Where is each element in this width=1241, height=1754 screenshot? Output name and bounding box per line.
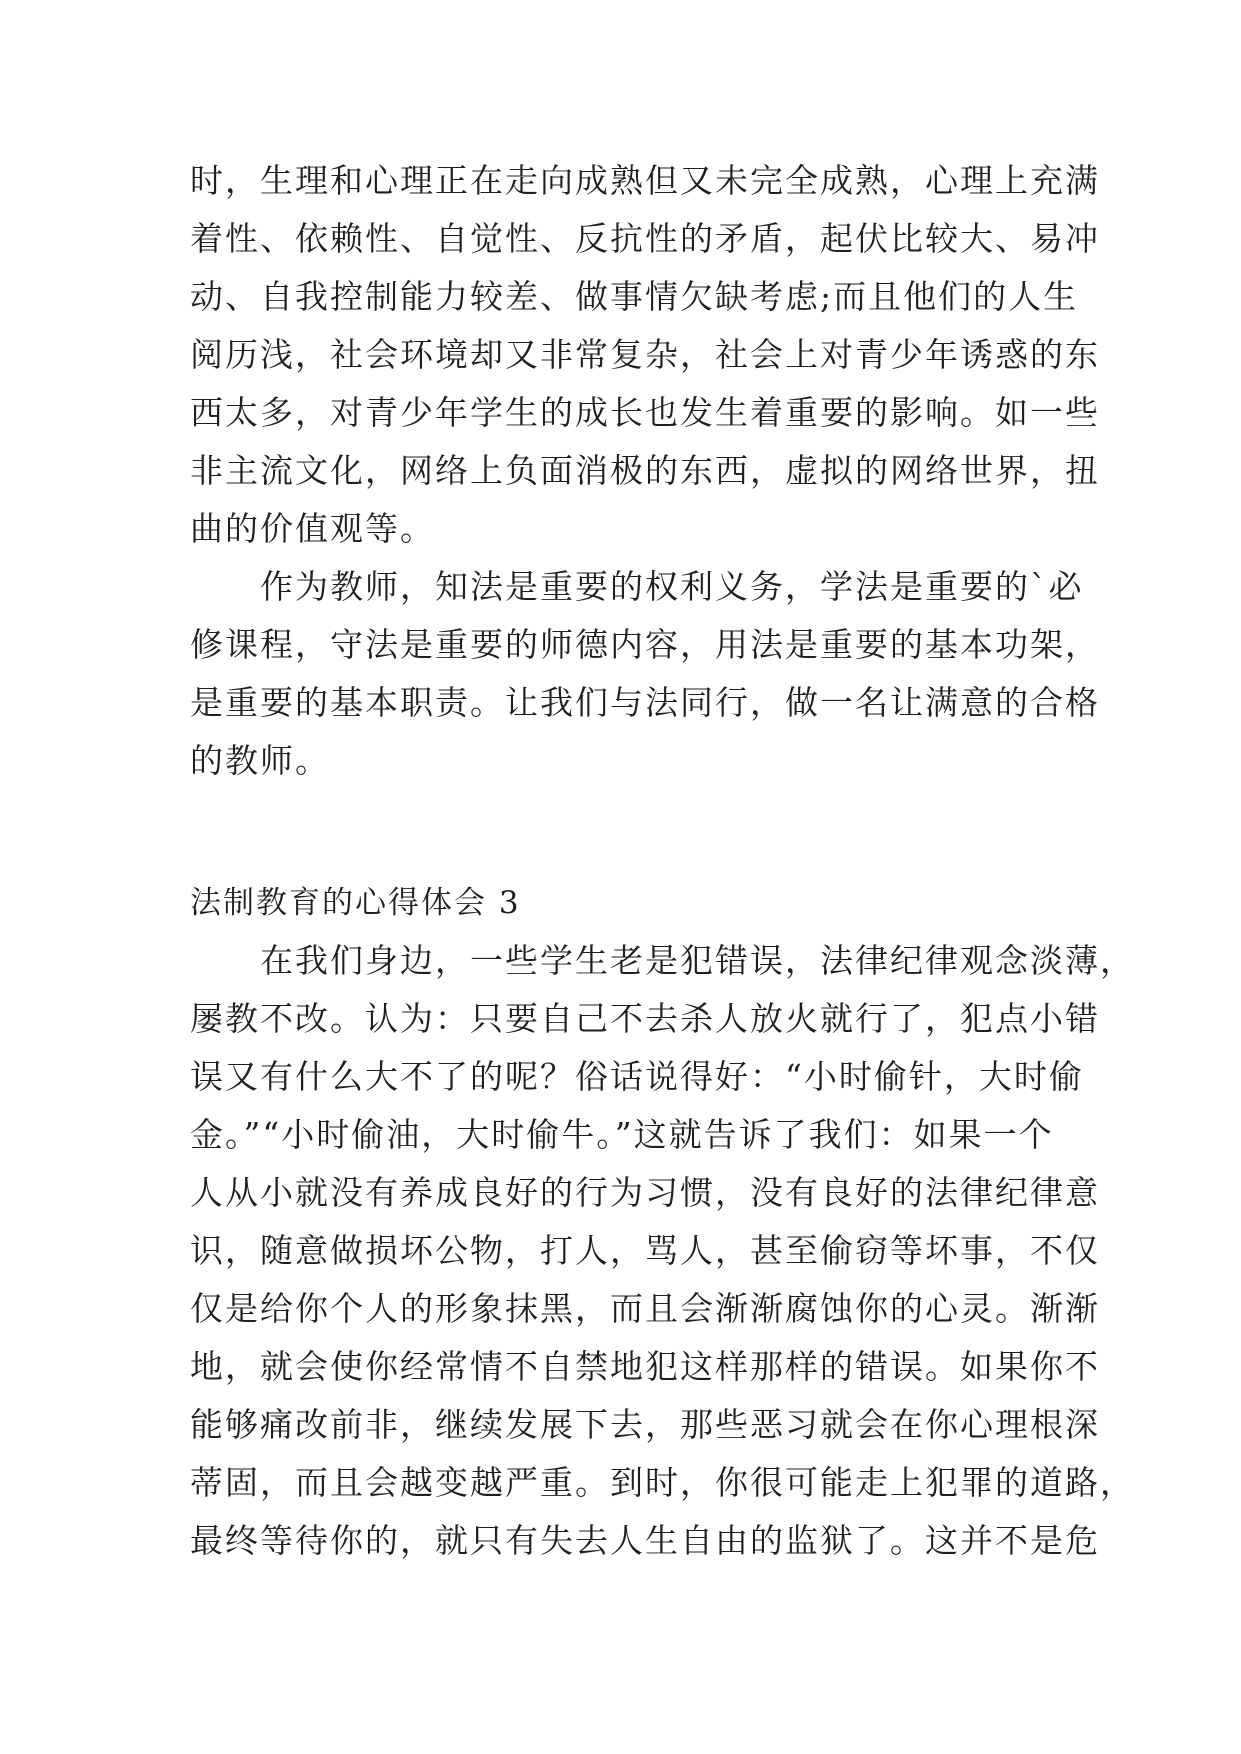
text-line: 修课程，守法是重要的师德内容，用法是重要的基本功架， [190, 625, 1100, 664]
text-line: 屡教不改。认为：只要自己不去杀人放火就行了，犯点小错 [190, 999, 1100, 1038]
text-line: 着性、依赖性、自觉性、反抗性的矛盾，起伏比较大、易冲 [190, 219, 1100, 258]
text-line: 时，生理和心理正在走向成熟但又未完全成熟，心理上充满 [190, 161, 1100, 200]
paragraph-students [190, 932, 1135, 1570]
section-heading: 法制教育的心得体会 3 [190, 885, 521, 921]
text-line: 金。”“小时偷油，大时偷牛。”这就告诉了我们：如果一个 [190, 1115, 1054, 1154]
text-line: 是重要的基本职责。让我们与法同行，做一名让满意的合格 [190, 683, 1100, 722]
text-line: 动、自我控制能力较差、做事情欠缺考虑;而且他们的人生 [190, 277, 1079, 316]
text-line: 仅是给你个人的形象抹黑，而且会渐渐腐蚀你的心灵。渐渐 [190, 1289, 1100, 1328]
text-line: 在我们身边，一些学生老是犯错误，法律纪律观念淡薄， [190, 941, 1135, 980]
text-line: 蒂固，而且会越变越严重。到时，你很可能走上犯罪的道路， [190, 1463, 1135, 1502]
text-line: 西太多，对青少年学生的成长也发生着重要的影响。如一些 [190, 393, 1100, 432]
text-line: 的教师。 [190, 741, 330, 780]
text-line: 阅历浅，社会环境却又非常复杂，社会上对青少年诱惑的东 [190, 335, 1100, 374]
text-line: 误又有什么大不了的呢？俗话说得好：“小时偷针，大时偷 [190, 1057, 1084, 1096]
text-line: 地，就会使你经常情不自禁地犯这样那样的错误。如果你不 [190, 1347, 1100, 1386]
text-line: 最终等待你的，就只有失去人生自由的监狱了。这并不是危 [190, 1521, 1100, 1560]
text-line: 能够痛改前非，继续发展下去，那些恶习就会在你心理根深 [190, 1405, 1100, 1444]
text-line: 作为教师，知法是重要的权利义务，学法是重要的`必 [190, 567, 1084, 606]
paragraph-continuation [190, 152, 1100, 558]
paragraph-teacher [190, 558, 1100, 790]
text-line: 曲的价值观等。 [190, 509, 435, 548]
text-line: 人从小就没有养成良好的行为习惯，没有良好的法律纪律意 [190, 1173, 1100, 1212]
text-line: 识，随意做损坏公物，打人，骂人，甚至偷窃等坏事，不仅 [190, 1231, 1100, 1270]
text-line: 非主流文化，网络上负面消极的东西，虚拟的网络世界，扭 [190, 451, 1100, 490]
